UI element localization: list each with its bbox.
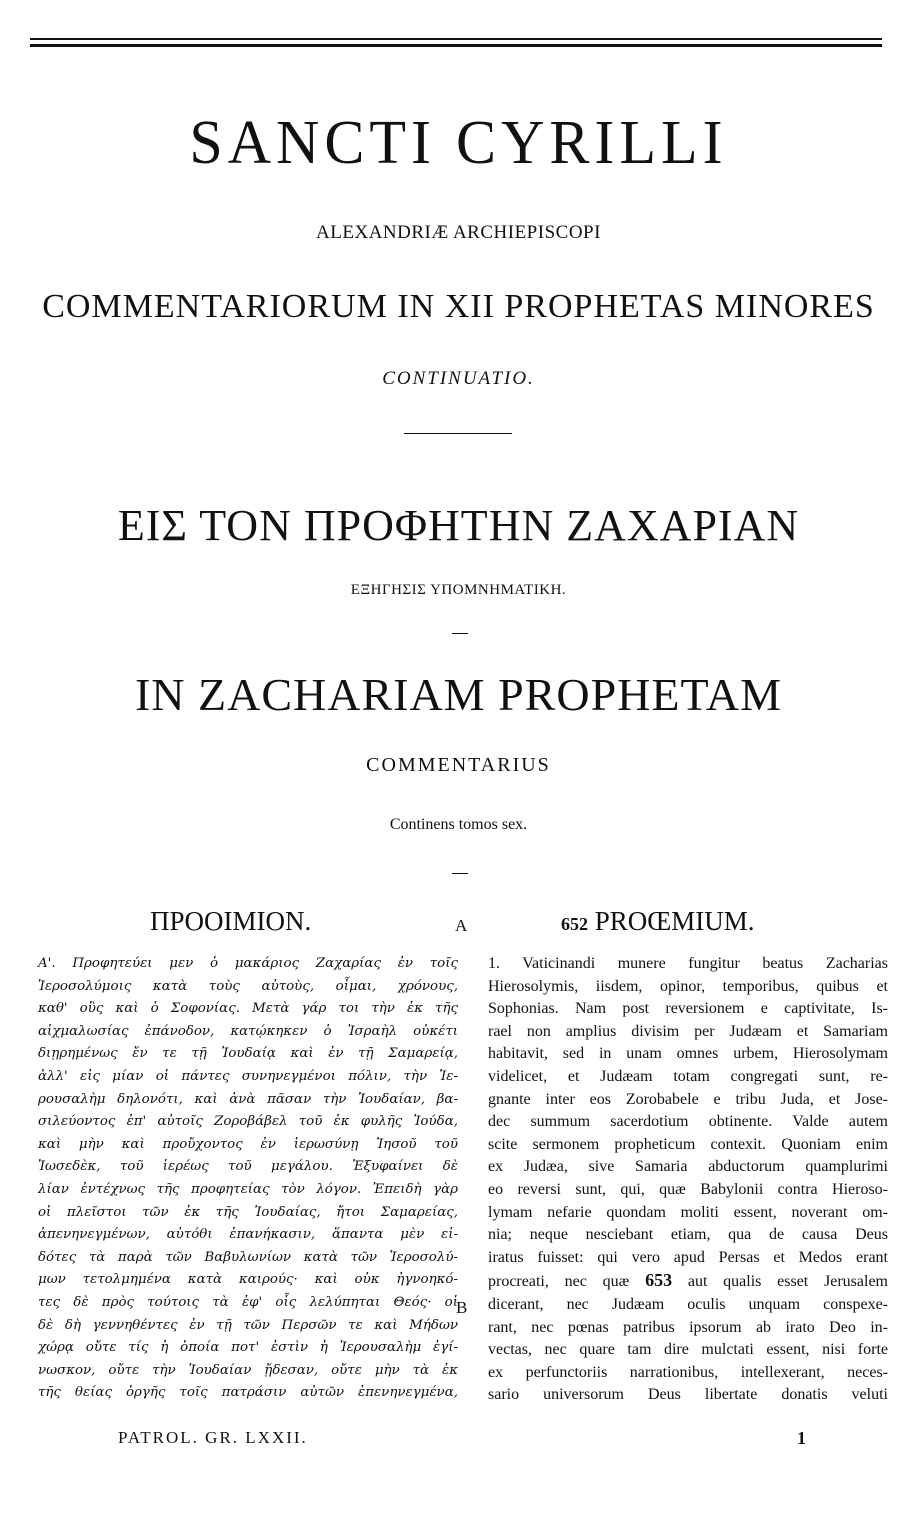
- footer-page-number: 1: [797, 1428, 806, 1448]
- latin-text-line: Hierosolymis, iisdem, opinor, temporibus, quibus et: [488, 977, 888, 995]
- inline-page-number-653: 653: [645, 1270, 673, 1291]
- latin-text-line: ex perfunctoriis narrationibus, intellexerant, neces-: [488, 1363, 888, 1381]
- latin-text-line: sario universorum Deus libertate donatis veluti: [488, 1386, 888, 1404]
- latin-line-tail: aut qualis esset Jerusalem: [672, 1273, 889, 1291]
- latin-text-line: habitavit, sed in unam omnes urbem, Hierosolymam: [488, 1045, 888, 1063]
- greek-text-line: σιλεύοντος ἐπ' αὐτοῖς Ζοροβάβελ τοῦ ἐκ φυλῆς Ἰούδα,: [38, 1114, 458, 1130]
- footer-patrologia: PATROL. GR. LXXII.: [118, 1428, 308, 1447]
- section-divider: [404, 433, 512, 434]
- greek-text-line: Α'. Προφητεύει μεν ὁ μακάριος Ζαχαρίας ἐν τοῖς: [38, 956, 458, 971]
- greek-text-line: ἀλλ' εἰς μίαν οἱ πάντες συνηνεγμένοι πόλιν, τὴν Ἱε-: [38, 1068, 458, 1084]
- latin-text-line: videlicet, et Judæam totam congregati sunt, re-: [488, 1067, 888, 1085]
- greek-prooemium-heading: ΠΡΟΟΙΜΙΟΝ.: [150, 906, 312, 936]
- latin-text-line: vectas, nec quare tam dire mulctati essent, nisi forte: [488, 1341, 888, 1359]
- latin-text-line: eo reversi sunt, qui, quæ Babylonii contra Hieroso-: [488, 1180, 888, 1198]
- margin-marker-b: B: [456, 1298, 468, 1317]
- page-number-652: 652: [561, 914, 588, 934]
- greek-text-line: καὶ μὴν καὶ προὔχοντος ἐν ἱερωσύνῃ Ἰησοῦ τοῦ: [38, 1136, 458, 1152]
- greek-subtitle: ΕΞΗΓΗΣΙΣ ΥΠΟΜΝΗΜΑΤΙΚΗ.: [350, 582, 567, 598]
- page-title: SANCTI CYRILLI: [189, 107, 728, 177]
- latin-prooemium-heading: [561, 906, 755, 937]
- latin-title: IN ZACHARIAM PROPHETAM: [134, 669, 783, 720]
- greek-text-line: οἱ πλεῖστοι τῶν ἐκ τῆς Ἰουδαίας, ἤτοι Σαμαρείας,: [38, 1204, 458, 1220]
- latin-heading-text: PROŒMIUM.: [594, 906, 755, 936]
- greek-text-line: δὲ δὴ γεννηθέντες ἐν τῇ τῶν Περσῶν τε καὶ Μήδων: [38, 1317, 458, 1333]
- latin-text-line: rant, nec pœnas patribus ipsorum ab irato Deo in-: [488, 1318, 888, 1336]
- greek-text-line: τῆς θείας ὀργῆς τοῖς πατράσιν αὐτῶν ἐπενηνεγμένα,: [38, 1385, 458, 1401]
- greek-text-line: αἰχμαλωσίας ἐπάνοδον, κατῴκηκεν ὁ Ἰσραὴλ οὐκέτι: [38, 1023, 458, 1039]
- latin-text-line: iratus fuisset: qui vero apud Persas et Medos erant: [488, 1248, 888, 1266]
- latin-text-line: dicerant, nec Judæam oculis unquam conspexe-: [488, 1295, 888, 1313]
- greek-text-line: Ἱεροσολύμοις κατὰ τοὺς αὐτοὺς, οἶμαι, χρόνους,: [38, 978, 458, 994]
- latin-text-line: nia; neque nesciebant etiam, qua de causa Deus: [488, 1226, 888, 1244]
- continuatio-label: CONTINUATIO.: [382, 368, 535, 389]
- greek-text-column: [38, 953, 458, 1405]
- greek-text-line: νωσκον, οὔτε τὴν Ἰουδαίαν ᾔδεσαν, οὔτε μὴν τὰ ἐκ: [38, 1362, 458, 1378]
- latin-text-line: rael non amplius divisim per Judæam et Samariam: [488, 1022, 888, 1040]
- commentarius-label: COMMENTARIUS: [366, 754, 551, 776]
- latin-text-line: dec summum sacerdotium obtinente. Valde autem: [488, 1113, 888, 1131]
- work-title: COMMENTARIORUM IN XII PROPHETAS MINORES: [42, 288, 875, 325]
- greek-text-line: Ἰωσεδὲκ, τοῦ ἱερέως τοῦ μεγάλου. Ἐξυφαίνει δὲ: [38, 1159, 458, 1175]
- greek-text-line: μων τετολμημένα κατὰ καιρούς· καὶ οὐκ ἠγνοηκό-: [38, 1272, 458, 1288]
- greek-title: ΕΙΣ ΤΟΝ ΠΡΟΦΗΤΗΝ ΖΑΧΑΡΙΑΝ: [117, 501, 800, 550]
- latin-text-line: ex Judæa, sive Samaria abductorum quamplurimi: [488, 1158, 888, 1176]
- greek-text-line: καθ' οὓς καὶ ὁ Σοφονίας. Μετὰ γάρ τοι τὴν ἐκ τῆς: [38, 1001, 458, 1017]
- greek-text-line: τες δὲ πρὸς τούτοις τὰ ἐφ' οἷς λελύπηται Θεός· οἱ: [38, 1294, 458, 1310]
- latin-text-line: Sophonias. Nam post reversionem e captivitate, Is-: [488, 1000, 888, 1018]
- greek-text-line: δότες τὰ παρὰ τῶν Βαβυλωνίων κατὰ τῶν Ἱεροσολύ-: [38, 1249, 458, 1265]
- greek-text-line: ἀπενηνεγμένων, αὐτόθι ἐπανήκασιν, ἅπαντα μὲν εἰ-: [38, 1227, 458, 1243]
- latin-text-line: lymam nefarie quondam moliti essent, noverant om-: [488, 1203, 888, 1221]
- margin-marker-a: A: [455, 916, 468, 935]
- top-double-rule: [30, 38, 882, 47]
- greek-text-line: χώρᾳ οὔτε τίς ἡ ὁποία ποτ' ἐστὶν ἡ Ἱερουσαλὴμ ἐγί-: [38, 1340, 458, 1356]
- small-divider-2: [452, 873, 468, 874]
- latin-text-line: [488, 1269, 888, 1294]
- small-divider: [452, 633, 468, 634]
- author-subtitle: ALEXANDRIÆ ARCHIEPISCOPI: [316, 222, 601, 243]
- latin-text-line: gnante inter eos Zorobabele e tribu Juda, et Jose-: [488, 1090, 888, 1108]
- greek-text-line: διῃρημένως ἔν τε τῇ Ἰουδαίᾳ καὶ ἐν τῇ Σαμαρείᾳ,: [38, 1046, 458, 1062]
- latin-text-line: 1. Vaticinandi munere fungitur beatus Zacharias: [488, 955, 888, 972]
- latin-text-line: scite sermonem propheticum contexit. Quoniam enim: [488, 1135, 888, 1153]
- latin-text-column: [488, 953, 888, 1407]
- continens-label: Continens tomos sex.: [389, 816, 528, 833]
- greek-text-line: λίαν ἐντέχνως τῆς προφητείας τὸν λόγον. Ἐπειδὴ γὰρ: [38, 1181, 458, 1197]
- latin-line-head: procreati, nec quæ: [488, 1273, 646, 1291]
- greek-text-line: ρουσαλὴμ δηλονότι, καὶ ἀνὰ πᾶσαν τὴν Ἰουδαίαν, βα-: [38, 1091, 458, 1107]
